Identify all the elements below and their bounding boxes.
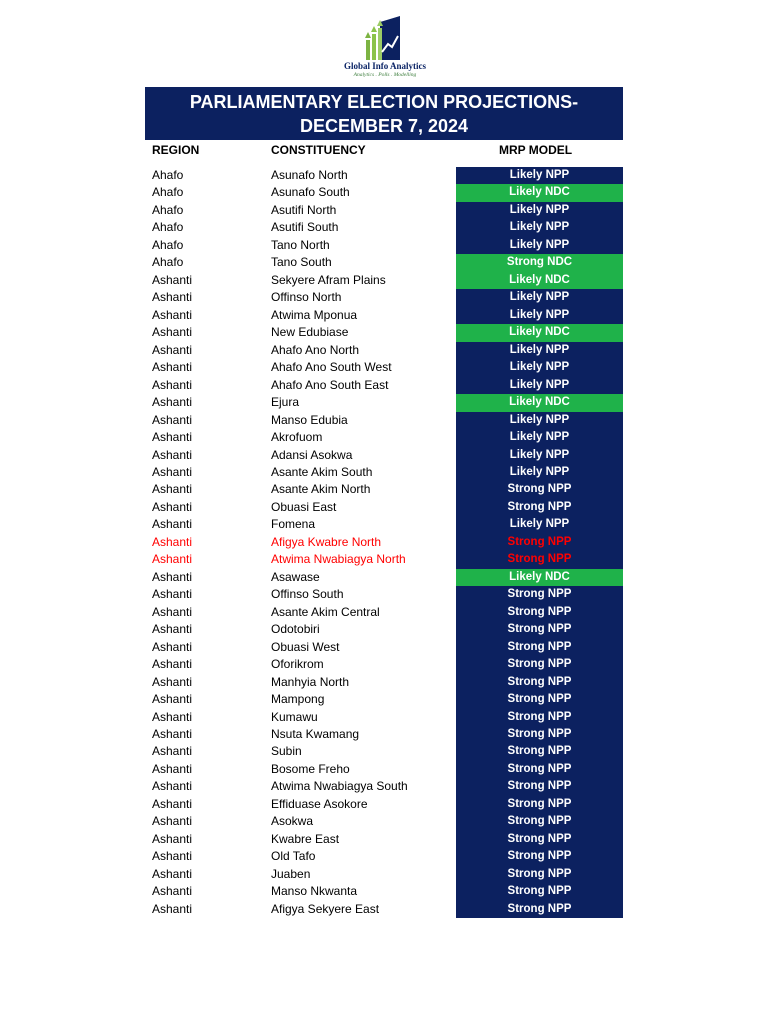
cell-constituency: Tano North bbox=[271, 237, 330, 252]
table-row bbox=[0, 674, 768, 691]
cell-region: Ashanti bbox=[152, 430, 193, 445]
table-row bbox=[0, 883, 768, 900]
table-row bbox=[0, 516, 768, 533]
table-row bbox=[0, 359, 768, 376]
table-row bbox=[0, 848, 768, 865]
cell-mrp-model: Strong NPP bbox=[456, 551, 623, 568]
cell-region: Ahafo bbox=[152, 220, 184, 235]
table-row bbox=[0, 901, 768, 918]
cell-mrp-model: Likely NPP bbox=[456, 167, 623, 184]
cell-region: Ashanti bbox=[152, 761, 193, 776]
cell-region: Ashanti bbox=[152, 569, 193, 584]
cell-constituency: Manso Nkwanta bbox=[271, 884, 358, 899]
cell-region: Ashanti bbox=[152, 639, 193, 654]
cell-mrp-model: Strong NPP bbox=[456, 674, 623, 691]
cell-region: Ashanti bbox=[152, 307, 193, 322]
column-header-constituency: CONSTITUENCY bbox=[271, 143, 366, 157]
table-row bbox=[0, 272, 768, 289]
cell-region: Ashanti bbox=[152, 325, 193, 340]
brand-name: Global Info Analytics bbox=[343, 61, 426, 71]
cell-constituency: Atwima Nwabiagya North bbox=[271, 552, 406, 567]
cell-constituency: Manhyia North bbox=[271, 674, 350, 689]
table-row bbox=[0, 412, 768, 429]
cell-region: Ashanti bbox=[152, 779, 193, 794]
table-row bbox=[0, 342, 768, 359]
cell-constituency: Obuasi West bbox=[271, 639, 340, 654]
cell-constituency: Asante Akim South bbox=[271, 464, 373, 479]
table-row bbox=[0, 377, 768, 394]
cell-mrp-model: Strong NPP bbox=[456, 499, 623, 516]
cell-region: Ashanti bbox=[152, 709, 193, 724]
cell-constituency: Asutifi North bbox=[271, 202, 337, 217]
cell-constituency: Juaben bbox=[271, 866, 311, 881]
cell-constituency: Afigya Kwabre North bbox=[271, 534, 382, 549]
table-row bbox=[0, 184, 768, 201]
cell-mrp-model: Strong NPP bbox=[456, 796, 623, 813]
table-row bbox=[0, 831, 768, 848]
column-header-mrp-model: MRP MODEL bbox=[499, 143, 573, 157]
cell-region: Ashanti bbox=[152, 447, 193, 462]
cell-constituency: Fomena bbox=[271, 517, 316, 532]
cell-constituency: Afigya Sekyere East bbox=[271, 901, 380, 916]
cell-mrp-model: Likely NPP bbox=[456, 307, 623, 324]
cell-mrp-model: Strong NPP bbox=[456, 481, 623, 498]
cell-region: Ashanti bbox=[152, 360, 193, 375]
table-row bbox=[0, 709, 768, 726]
cell-mrp-model: Likely NPP bbox=[456, 447, 623, 464]
table-row bbox=[0, 447, 768, 464]
cell-constituency: Asutifi South bbox=[271, 220, 339, 235]
cell-mrp-model: Strong NPP bbox=[456, 639, 623, 656]
cell-mrp-model: Strong NDC bbox=[456, 254, 623, 271]
cell-mrp-model: Strong NPP bbox=[456, 761, 623, 778]
table-row bbox=[0, 778, 768, 795]
cell-region: Ashanti bbox=[152, 849, 193, 864]
cell-mrp-model: Strong NPP bbox=[456, 691, 623, 708]
cell-constituency: Asawase bbox=[271, 569, 320, 584]
cell-region: Ashanti bbox=[152, 901, 193, 916]
cell-constituency: Asunafo North bbox=[271, 168, 348, 182]
title-line-2: DECEMBER 7, 2024 bbox=[299, 116, 469, 136]
table-row bbox=[0, 324, 768, 341]
table-row bbox=[0, 219, 768, 236]
table-row bbox=[0, 761, 768, 778]
cell-region: Ashanti bbox=[152, 552, 193, 567]
cell-mrp-model: Likely NPP bbox=[456, 412, 623, 429]
cell-mrp-model: Strong NPP bbox=[456, 743, 623, 760]
cell-region: Ashanti bbox=[152, 517, 193, 532]
cell-region: Ashanti bbox=[152, 744, 193, 759]
cell-region: Ashanti bbox=[152, 395, 193, 410]
brand-tagline: Analytics . Polls . Modelling bbox=[353, 72, 417, 78]
table-row bbox=[0, 726, 768, 743]
cell-mrp-model: Strong NPP bbox=[456, 778, 623, 795]
cell-constituency: Ahafo Ano South West bbox=[271, 360, 392, 375]
cell-constituency: Atwima Nwabiagya South bbox=[271, 779, 408, 794]
cell-constituency: Manso Edubia bbox=[271, 412, 348, 427]
cell-constituency: Tano South bbox=[271, 255, 332, 270]
table-row bbox=[0, 796, 768, 813]
cell-region: Ashanti bbox=[152, 674, 193, 689]
cell-region: Ahafo bbox=[152, 202, 184, 217]
cell-mrp-model: Likely NPP bbox=[456, 429, 623, 446]
table-row bbox=[0, 499, 768, 516]
cell-mrp-model: Likely NPP bbox=[456, 289, 623, 306]
cell-mrp-model: Strong NPP bbox=[456, 656, 623, 673]
cell-constituency: Obuasi East bbox=[271, 499, 337, 514]
table-row bbox=[0, 691, 768, 708]
table-row bbox=[0, 237, 768, 254]
cell-mrp-model: Likely NDC bbox=[456, 394, 623, 411]
cell-mrp-model: Likely NDC bbox=[456, 184, 623, 201]
cell-constituency: Asante Akim Central bbox=[271, 604, 380, 619]
cell-constituency: Bosome Freho bbox=[271, 761, 350, 776]
cell-region: Ashanti bbox=[152, 604, 193, 619]
table-row bbox=[0, 289, 768, 306]
cell-region: Ashanti bbox=[152, 377, 193, 392]
cell-mrp-model: Strong NPP bbox=[456, 726, 623, 743]
cell-constituency: Kumawu bbox=[271, 709, 318, 724]
cell-region: Ahafo bbox=[152, 168, 184, 182]
table-row bbox=[0, 167, 768, 184]
cell-region: Ashanti bbox=[152, 796, 193, 811]
cell-constituency: Ahafo Ano North bbox=[271, 342, 360, 357]
cell-region: Ashanti bbox=[152, 534, 193, 549]
cell-mrp-model: Strong NPP bbox=[456, 709, 623, 726]
cell-constituency: Old Tafo bbox=[271, 849, 316, 864]
cell-constituency: Adansi Asokwa bbox=[271, 447, 353, 462]
cell-region: Ashanti bbox=[152, 692, 193, 707]
cell-constituency: Subin bbox=[271, 744, 302, 759]
table-row bbox=[0, 866, 768, 883]
table-row bbox=[0, 202, 768, 219]
cell-mrp-model: Likely NPP bbox=[456, 377, 623, 394]
cell-mrp-model: Likely NPP bbox=[456, 202, 623, 219]
cell-constituency: Ahafo Ano South East bbox=[271, 377, 389, 392]
cell-region: Ashanti bbox=[152, 814, 193, 829]
cell-constituency: Oforikrom bbox=[271, 657, 324, 672]
cell-region: Ahafo bbox=[152, 255, 184, 270]
table-row bbox=[0, 481, 768, 498]
cell-region: Ashanti bbox=[152, 342, 193, 357]
title-line-1: PARLIAMENTARY ELECTION PROJECTIONS- bbox=[189, 92, 579, 112]
table-row bbox=[0, 621, 768, 638]
table-row bbox=[0, 656, 768, 673]
cell-constituency: Odotobiri bbox=[271, 622, 320, 637]
cell-mrp-model: Strong NPP bbox=[456, 866, 623, 883]
cell-constituency: Effiduase Asokore bbox=[271, 796, 368, 811]
cell-mrp-model: Strong NPP bbox=[456, 901, 623, 918]
cell-constituency: Mampong bbox=[271, 692, 325, 707]
table-row bbox=[0, 394, 768, 411]
cell-region: Ashanti bbox=[152, 290, 193, 305]
cell-mrp-model: Likely NPP bbox=[456, 342, 623, 359]
cell-mrp-model: Likely NPP bbox=[456, 219, 623, 236]
cell-constituency: Asunafo South bbox=[271, 185, 350, 200]
cell-mrp-model: Strong NPP bbox=[456, 604, 623, 621]
cell-region: Ashanti bbox=[152, 587, 193, 602]
cell-region: Ashanti bbox=[152, 482, 193, 497]
cell-mrp-model: Likely NPP bbox=[456, 237, 623, 254]
cell-region: Ahafo bbox=[152, 185, 184, 200]
cell-mrp-model: Likely NDC bbox=[456, 569, 623, 586]
cell-mrp-model: Strong NPP bbox=[456, 831, 623, 848]
table-row bbox=[0, 743, 768, 760]
cell-constituency: Kwabre East bbox=[271, 831, 340, 846]
cell-region: Ashanti bbox=[152, 412, 193, 427]
cell-region: Ashanti bbox=[152, 884, 193, 899]
cell-mrp-model: Strong NPP bbox=[456, 534, 623, 551]
table-row bbox=[0, 813, 768, 830]
cell-region: Ashanti bbox=[152, 657, 193, 672]
cell-mrp-model: Strong NPP bbox=[456, 883, 623, 900]
cell-region: Ashanti bbox=[152, 622, 193, 637]
cell-constituency: Asante Akim North bbox=[271, 482, 371, 497]
cell-mrp-model: Likely NPP bbox=[456, 464, 623, 481]
cell-constituency: Nsuta Kwamang bbox=[271, 727, 360, 741]
cell-mrp-model: Likely NPP bbox=[456, 359, 623, 376]
cell-region: Ashanti bbox=[152, 272, 193, 287]
cell-constituency: Asokwa bbox=[271, 814, 314, 829]
cell-constituency: New Edubiase bbox=[271, 325, 349, 340]
table-row bbox=[0, 534, 768, 551]
cell-mrp-model: Strong NPP bbox=[456, 848, 623, 865]
cell-constituency: Atwima Mponua bbox=[271, 307, 358, 322]
table-row bbox=[0, 464, 768, 481]
table-row bbox=[0, 429, 768, 446]
cell-mrp-model: Strong NPP bbox=[456, 586, 623, 603]
cell-region: Ashanti bbox=[152, 866, 193, 881]
cell-region: Ashanti bbox=[152, 727, 193, 741]
cell-constituency: Akrofuom bbox=[271, 430, 323, 445]
cell-mrp-model: Likely NDC bbox=[456, 272, 623, 289]
cell-mrp-model: Likely NDC bbox=[456, 324, 623, 341]
cell-region: Ashanti bbox=[152, 499, 193, 514]
page-title bbox=[145, 87, 623, 140]
table-row bbox=[0, 569, 768, 586]
cell-constituency: Offinso South bbox=[271, 587, 344, 602]
growth-chart-icon bbox=[362, 16, 408, 60]
table-row bbox=[0, 586, 768, 603]
cell-region: Ashanti bbox=[152, 464, 193, 479]
cell-region: Ahafo bbox=[152, 237, 184, 252]
cell-region: Ashanti bbox=[152, 831, 193, 846]
brand-logo bbox=[330, 16, 440, 86]
table-row bbox=[0, 254, 768, 271]
cell-mrp-model: Strong NPP bbox=[456, 813, 623, 830]
table-row bbox=[0, 639, 768, 656]
cell-constituency: Ejura bbox=[271, 395, 300, 410]
cell-mrp-model: Strong NPP bbox=[456, 621, 623, 638]
table-row bbox=[0, 551, 768, 568]
table-row bbox=[0, 604, 768, 621]
cell-constituency: Offinso North bbox=[271, 290, 342, 305]
column-header-region: REGION bbox=[152, 143, 200, 157]
table-row bbox=[0, 307, 768, 324]
cell-constituency: Sekyere Afram Plains bbox=[271, 272, 386, 287]
projection-table bbox=[0, 167, 768, 918]
cell-mrp-model: Likely NPP bbox=[456, 516, 623, 533]
